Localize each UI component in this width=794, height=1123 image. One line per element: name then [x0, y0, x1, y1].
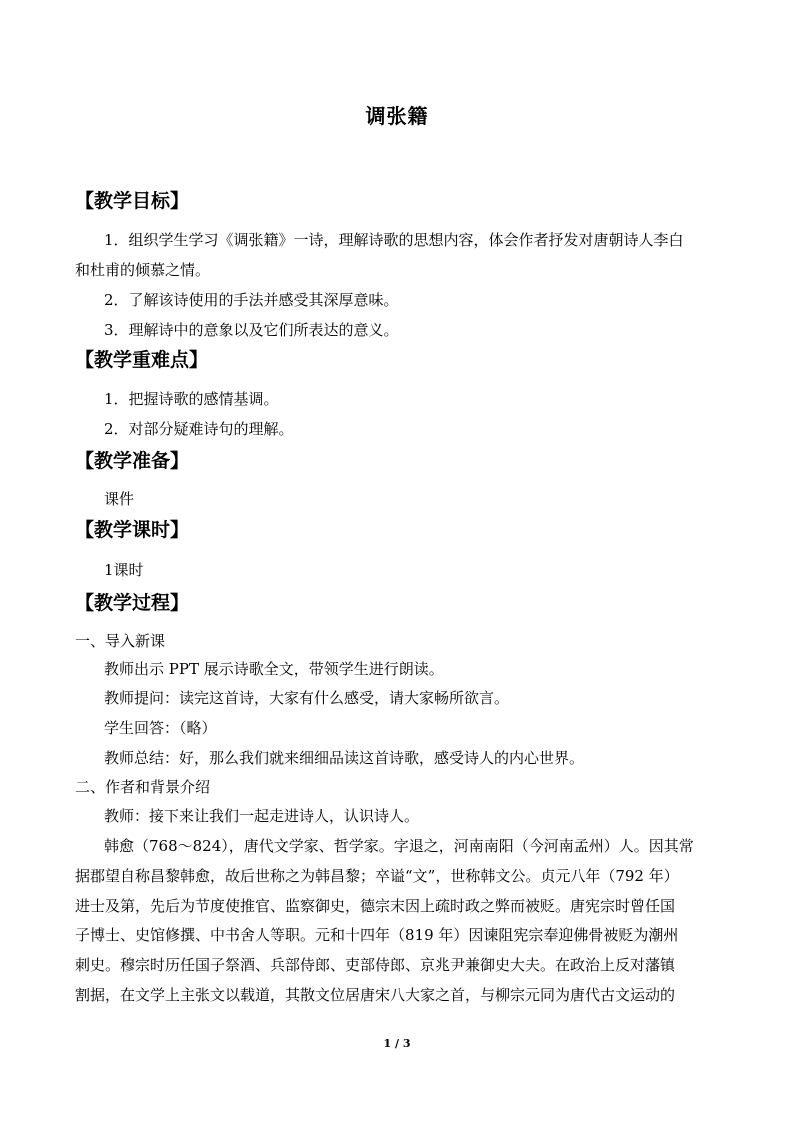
- author-bio-line: 刺史。穆宗时历任国子祭酒、兵部侍郎、吏部侍郎、京兆尹兼御史大夫。在政治上反对藩镇: [75, 956, 676, 974]
- document-title: 调张籍: [365, 104, 429, 128]
- goal-item-1: 1．组织学生学习《调张籍》一诗，理解诗歌的思想内容，体会作者抒发对唐朝诗人李白: [104, 231, 684, 249]
- author-bio-line: 据郡望自称昌黎韩愈，故后世称之为韩昌黎；卒谥“文”，世称韩文公。贞元八年（792 年）: [75, 867, 679, 885]
- process-part-1-paragraph: 教师出示 PPT 展示诗歌全文，带领学生进行朗读。: [104, 660, 444, 678]
- process-part-2-title: 二、作者和背景介绍: [75, 778, 211, 796]
- goal-item-2: 2．了解该诗使用的手法并感受其深厚意味。: [104, 291, 399, 309]
- page-number: 1 / 3: [383, 1037, 411, 1050]
- process-part-2-paragraph: 教师：接下来让我们一起走进诗人，认识诗人。: [104, 807, 420, 825]
- process-part-1-paragraph: 教师总结：好，那么我们就来细细品读这首诗歌，感受诗人的内心世界。: [104, 749, 585, 767]
- author-bio-line: 子博士、史馆修撰、中书舍人等职。元和十四年（819 年）因谏阻宪宗奉迎佛骨被贬为潮州: [75, 926, 679, 944]
- section-heading-goals: 【教学目标】: [75, 190, 190, 212]
- process-part-1-title: 一、导入新课: [75, 632, 166, 650]
- section-heading-key-points: 【教学重难点】: [75, 349, 209, 371]
- preparation-text: 课件: [104, 490, 135, 508]
- key-point-2: 2．对部分疑难诗句的理解。: [104, 420, 294, 438]
- goal-item-1-continued: 和杜甫的倾慕之情。: [75, 261, 211, 279]
- goal-item-3: 3．理解诗中的意象以及它们所表达的意义。: [104, 321, 399, 339]
- section-heading-preparation: 【教学准备】: [75, 450, 190, 472]
- author-bio-line: 割据，在文学上主张文以载道，其散文位居唐宋八大家之首，与柳宗元同为唐代古文运动的: [75, 986, 676, 1004]
- process-part-1-paragraph: 学生回答：（略）: [104, 719, 217, 737]
- section-heading-process: 【教学过程】: [75, 592, 190, 614]
- author-bio-line: 韩愈（768～824），唐代文学家、哲学家。字退之，河南南阳（今河南孟州）人。因其常: [104, 837, 694, 855]
- process-part-1-paragraph: 教师提问：读完这首诗，大家有什么感受，请大家畅所欲言。: [104, 689, 510, 707]
- hours-text: 1课时: [104, 561, 144, 579]
- author-bio-line: 进士及第，先后为节度使推官、监察御史，德宗末因上疏时政之弊而被贬。唐宪宗时曾任国: [75, 897, 676, 915]
- section-heading-hours: 【教学课时】: [75, 519, 190, 541]
- key-point-1: 1．把握诗歌的感情基调。: [104, 390, 279, 408]
